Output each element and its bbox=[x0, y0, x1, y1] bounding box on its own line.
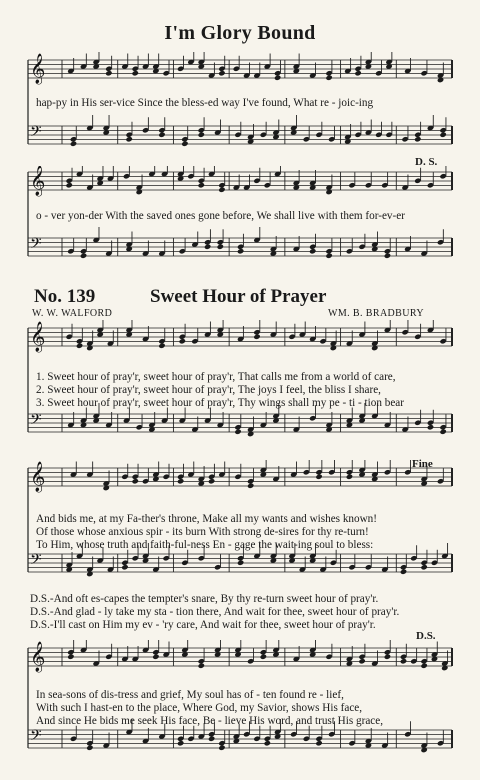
ds-line: D.S.-And glad - ly take my sta - tion there, And wait for thee, sweet hour of pray'r. bbox=[30, 606, 400, 618]
note-head bbox=[208, 478, 215, 484]
note-head bbox=[132, 478, 139, 484]
note-head bbox=[208, 736, 215, 742]
verse-line: Of those whose anxious spir - its burn With strong de-sires for thy re-turn! bbox=[36, 526, 369, 538]
note-head bbox=[70, 141, 77, 147]
verse-line: 2. Sweet hour of pray'r, sweet hour of pray'r, The joys I feel, the bliss I share, bbox=[36, 384, 381, 396]
verse-line: And since He bids me seek His face, Be - lieve His word, and trust His grace, bbox=[36, 715, 384, 727]
note-head bbox=[152, 654, 159, 660]
ds-line: D.S.-I'll cast on Him my ev - 'ry care, And wait for thee, sweet hour of pray'r. bbox=[30, 619, 376, 631]
note-head bbox=[177, 478, 184, 484]
note-head bbox=[384, 654, 391, 660]
note-head bbox=[86, 745, 93, 751]
note-head bbox=[198, 182, 205, 188]
lyric-line: hap-py in His ser-vice Since the bless-ed way I've found, What re - joic-ing bbox=[36, 97, 374, 109]
note-head bbox=[315, 740, 322, 746]
note-head bbox=[439, 429, 446, 435]
note-head bbox=[105, 70, 112, 76]
note-head bbox=[274, 75, 281, 81]
note-head bbox=[325, 253, 332, 259]
note-head bbox=[346, 474, 353, 480]
hymn-title: I'm Glory Bound bbox=[164, 22, 316, 44]
treble-clef-icon: 𝄞 bbox=[30, 462, 46, 492]
note-head bbox=[400, 658, 407, 664]
note-head bbox=[218, 70, 225, 76]
treble-clef-icon: 𝄞 bbox=[30, 322, 46, 352]
note-head bbox=[439, 132, 446, 138]
note-head bbox=[158, 132, 165, 138]
note-head bbox=[204, 244, 211, 250]
treble-clef-icon: 𝄞 bbox=[30, 166, 46, 196]
verse-line: With such I hast-en to the place, Where God, my Savior, shows His face, bbox=[36, 702, 363, 714]
note-head bbox=[158, 343, 165, 349]
note-head bbox=[217, 244, 224, 250]
ds-line: D.S.-And oft es-capes the tempter's snare, By thy re-turn sweet hour of pray'r. bbox=[30, 593, 379, 605]
bass-clef-icon: 𝄢 bbox=[30, 235, 42, 256]
treble-clef-icon: 𝄞 bbox=[30, 642, 46, 672]
fine-mark: Fine bbox=[412, 458, 433, 470]
note-head bbox=[237, 560, 244, 566]
note-head bbox=[247, 483, 254, 489]
note-head bbox=[315, 474, 322, 480]
hymn-number: No. 139 bbox=[34, 286, 96, 307]
note-head bbox=[309, 248, 316, 254]
bass-clef-icon: 𝄢 bbox=[30, 411, 42, 432]
note-head bbox=[264, 740, 271, 746]
note-head bbox=[420, 663, 427, 669]
note-head bbox=[414, 136, 421, 142]
hymn-title: Sweet Hour of Prayer bbox=[150, 286, 327, 307]
bass-clef-icon: 𝄢 bbox=[30, 727, 42, 748]
note-head bbox=[427, 424, 434, 430]
note-head bbox=[198, 663, 205, 669]
note-head bbox=[66, 182, 73, 188]
note-head bbox=[198, 132, 205, 138]
note-head bbox=[76, 343, 83, 349]
verse-line: 3. Sweet hour of pray'r, sweet hour of pray'r, Thy wings shall my pe - ti - tion bear bbox=[36, 397, 404, 409]
ds-mark: D. S. bbox=[415, 156, 438, 168]
note-head bbox=[234, 429, 241, 435]
note-head bbox=[181, 141, 188, 147]
note-head bbox=[400, 569, 407, 575]
verse-line: And bids me, at my Fa-ther's throne, Make all my wants and wishes known! bbox=[36, 513, 378, 525]
note-head bbox=[80, 253, 87, 259]
note-head bbox=[384, 253, 391, 259]
verse-line: 1. Sweet hour of pray'r, sweet hour of pray'r, That calls me from a world of care, bbox=[36, 371, 396, 383]
note-head bbox=[177, 740, 184, 746]
note-head bbox=[218, 745, 225, 751]
treble-clef-icon: 𝄞 bbox=[30, 54, 46, 84]
lyricist-credit: W. W. WALFORD bbox=[32, 308, 113, 319]
note-head bbox=[67, 654, 74, 660]
bass-clef-icon: 𝄢 bbox=[30, 551, 42, 572]
composer-credit: WM. B. BRADBURY bbox=[328, 308, 425, 319]
note-head bbox=[260, 654, 267, 660]
note-head bbox=[125, 136, 132, 142]
note-head bbox=[132, 70, 139, 76]
note-head bbox=[253, 334, 260, 340]
note-head bbox=[218, 187, 225, 193]
verse-line: To Him, whose truth and faith-ful-ness En - gage the wait-ing soul to bless: bbox=[36, 539, 374, 551]
note-head bbox=[325, 75, 332, 81]
ds-mark: D.S. bbox=[416, 630, 436, 642]
note-head bbox=[420, 564, 427, 570]
bass-clef-icon: 𝄢 bbox=[30, 123, 42, 144]
note-head bbox=[354, 70, 361, 76]
note-head bbox=[237, 248, 244, 254]
note-head bbox=[179, 338, 186, 344]
lyric-line: o - ver yon-der With the saved ones gone before, We shall live with them for-ev-er bbox=[36, 210, 405, 222]
verse-line: In sea-sons of dis-tress and grief, My soul has of - ten found re - lief, bbox=[36, 689, 344, 701]
note-head bbox=[121, 564, 128, 570]
note-head bbox=[358, 658, 365, 664]
